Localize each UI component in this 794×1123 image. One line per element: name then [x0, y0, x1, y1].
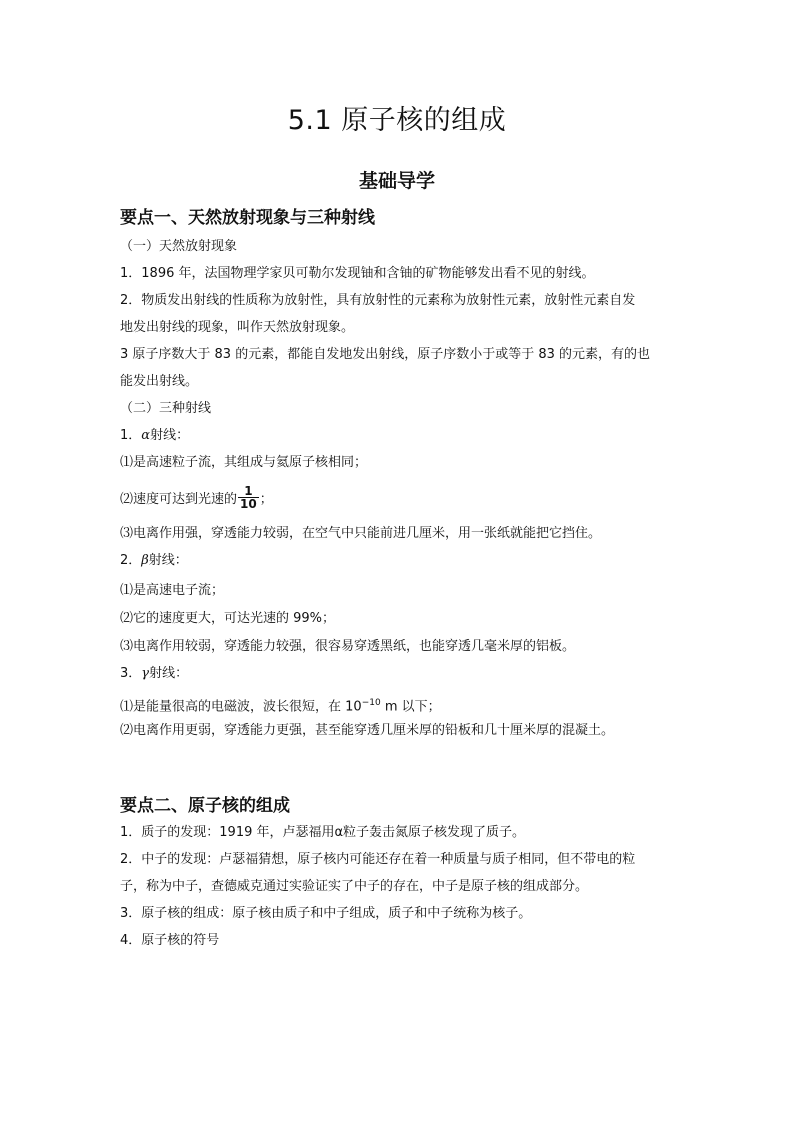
- list-item: ⑵电离作用更弱，穿透能力更强，甚至能穿透几厘米厚的铅板和几十厘米厚的混凝土。: [120, 723, 615, 738]
- list-item: ⑶电离作用强，穿透能力较弱，在空气中只能前进几厘米，用一张纸就能把它挡住。: [120, 526, 602, 541]
- paragraph: 2．物质发出射线的性质称为放射性，具有放射性的元素称为放射性元素，放射性元素自发: [120, 293, 636, 308]
- section1-heading: 要点一、天然放射现象与三种射线: [120, 208, 375, 228]
- item-text: ；: [259, 492, 273, 507]
- item-number: 3．: [120, 666, 142, 681]
- gamma-symbol: γ: [141, 666, 150, 681]
- page-subtitle: 基础导学: [358, 170, 435, 192]
- part1-label: （一）天然放射现象: [120, 239, 238, 254]
- list-item: ⑴是高速粒子流，其组成与氦原子核相同；: [120, 455, 368, 470]
- section2-heading: 要点二、原子核的组成: [120, 796, 290, 816]
- fraction: [238, 485, 259, 510]
- paragraph: 1．1896 年，法国物理学家贝可勒尔发现铀和含铀的矿物能够发出看不见的射线。: [120, 266, 595, 281]
- ray-label: 射线：: [150, 428, 190, 443]
- part2-label: （二）三种射线: [120, 401, 212, 416]
- ray-label: 射线：: [148, 553, 188, 568]
- fraction-denominator: 10: [240, 497, 257, 511]
- paragraph: 4．原子核的符号: [120, 933, 220, 948]
- ray-label: 射线：: [149, 666, 189, 681]
- item-text: m 以下；: [380, 699, 441, 715]
- item-number: 1．: [120, 428, 142, 443]
- paragraph: 3 原子序数大于 83 的元素，都能自发地发出射线，原子序数小于或等于 83 的元素，有的也: [120, 347, 651, 362]
- item-text: ⑵速度可达到光速的: [120, 492, 238, 507]
- paragraph: 2．中子的发现：卢瑟福猜想，原子核内可能还存在着一种质量与质子相同，但不带电的粒: [120, 852, 636, 867]
- paragraph: 3．原子核的组成：原子核由质子和中子组成，质子和中子统称为核子。: [120, 906, 532, 921]
- alpha-symbol: α: [141, 428, 151, 443]
- list-item: ⑴是高速电子流；: [120, 583, 225, 598]
- beta-ray-heading: [120, 552, 680, 570]
- fraction-numerator: 1: [244, 484, 253, 498]
- paragraph: 子，称为中子，查德威克通过实验证实了中子的存在，中子是原子核的组成部分。: [120, 879, 589, 894]
- page-title: 5.1 原子核的组成: [287, 105, 507, 136]
- list-item: [120, 694, 680, 716]
- item-text: ⑴是能量很高的电磁波，波长很短，在 10: [120, 699, 362, 715]
- paragraph: 能发出射线。: [120, 374, 199, 389]
- alpha-ray-heading: [120, 427, 680, 445]
- exponent: −10: [361, 698, 381, 708]
- beta-symbol: β: [141, 553, 149, 568]
- list-item: ⑶电离作用较弱，穿透能力较强，很容易穿透黑纸，也能穿透几毫米厚的铝板。: [120, 639, 576, 654]
- item-number: 2．: [120, 553, 142, 568]
- list-item: [120, 484, 680, 512]
- gamma-ray-heading: [120, 665, 680, 683]
- paragraph: 1．质子的发现：1919 年，卢瑟福用α粒子轰击氮原子核发现了质子。: [120, 825, 526, 840]
- list-item: ⑵它的速度更大，可达光速的 99%；: [120, 611, 336, 626]
- paragraph: 地发出射线的现象，叫作天然放射现象。: [120, 320, 355, 335]
